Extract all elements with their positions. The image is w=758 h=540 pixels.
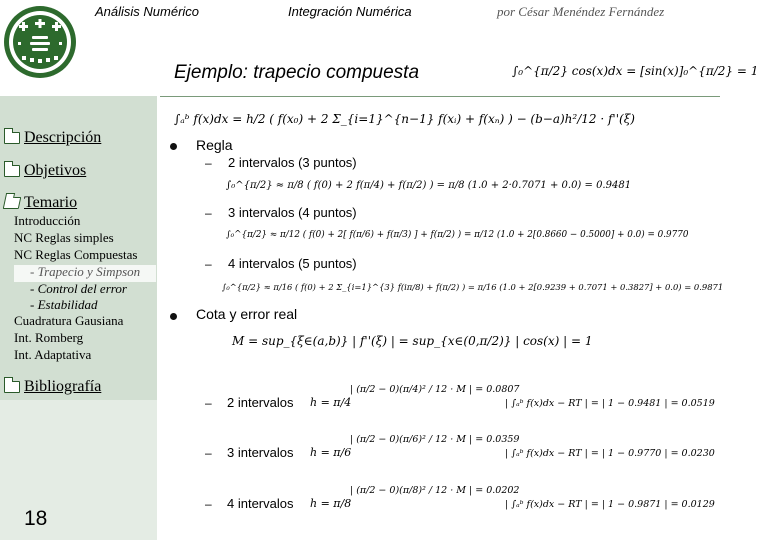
nav-subitem-control-error[interactable]: - Control del error: [30, 281, 127, 296]
bullet: [170, 313, 177, 320]
real-error: | ∫ₐᵇ f(x)dx − RT | = | 1 − 0.9481 | = 0.0519: [505, 398, 715, 409]
dash: –: [205, 396, 212, 410]
nav-descripcion-label: Descripción: [24, 129, 102, 146]
step-size: h = π/8: [310, 497, 352, 510]
nav-subitem-estabilidad[interactable]: - Estabilidad: [30, 297, 98, 312]
m-bound-formula: M = sup_{ξ∈(a,b)} | f''(ξ) | = sup_{x∈(0,π/2)} | cos(x) | = 1: [232, 334, 593, 348]
error-bound: | (π/2 − 0)(π/4)² / 12 · M | = 0.0807: [350, 384, 520, 395]
author: por César Menéndez Fernández: [497, 4, 665, 19]
real-error: | ∫ₐᵇ f(x)dx − RT | = | 1 − 0.9871 | = 0.0129: [505, 499, 715, 510]
nav-item-introduccion[interactable]: Introducción: [14, 213, 81, 228]
nav-item-romberg[interactable]: Int. Romberg: [14, 330, 84, 345]
cota-label: Cota y error real: [196, 306, 298, 322]
error-bound: | (π/2 − 0)(π/6)² / 12 · M | = 0.0359: [350, 434, 520, 445]
folder-open-icon: [3, 197, 22, 209]
regla-case-formula: ∫₀^{π/2} ≈ π/16 ( f(0) + 2 Σ_{i=1}^{3} f(iπ/8) + f(π/2) ) = π/16 (1.0 + 2[0.9239 + 0.7071 + 0.3827] + 0.0) = 0.9871: [222, 282, 724, 292]
nav-item-reglas-simples[interactable]: NC Reglas simples: [14, 230, 114, 245]
regla-case-label: 4 intervalos (5 puntos): [228, 256, 357, 271]
title-divider: [160, 96, 720, 97]
slide-title: Ejemplo: trapecio compuesta: [174, 62, 420, 83]
composite-trapezoid-formula: ∫ₐᵇ f(x)dx = h/2 ( f(x₀) + 2 Σ_{i=1}^{n−1} f(xᵢ) + f(xₙ) ) − (b−a)h²/12 · f''(ξ): [174, 112, 635, 126]
step-size: h = π/6: [310, 446, 352, 459]
cota-case-label: 4 intervalos: [227, 496, 294, 511]
real-error: | ∫ₐᵇ f(x)dx − RT | = | 1 − 0.9770 | = 0.0230: [505, 448, 715, 459]
nav-bibliografia-label: Bibliografía: [24, 378, 102, 395]
folder-icon: [4, 132, 20, 144]
nav-temario-label: Temario: [24, 194, 78, 211]
course-title: Análisis Numérico: [95, 4, 200, 19]
error-bound: | (π/2 − 0)(π/8)² / 12 · M | = 0.0202: [350, 485, 520, 496]
nav-subitem-trapecio-simpson[interactable]: - Trapecio y Simpson: [30, 264, 141, 279]
dash: –: [205, 257, 212, 271]
step-size: h = π/4: [310, 396, 352, 409]
dash: –: [205, 446, 212, 460]
regla-case-label: 3 intervalos (4 puntos): [228, 205, 357, 220]
cota-case-label: 2 intervalos: [227, 395, 294, 410]
cota-case-label: 3 intervalos: [227, 445, 294, 460]
regla-label: Regla: [196, 137, 233, 153]
regla-case-formula: ∫₀^{π/2} ≈ π/12 ( f(0) + 2[ f(π/6) + f(π/3) ] + f(π/2) ) = π/12 (1.0 + 2[0.8660 − 0.5000] + 0.0) = 0.9770: [226, 230, 689, 240]
bullet: [170, 143, 177, 150]
nav-descripcion[interactable]: [4, 129, 101, 147]
nav-item-reglas-compuestas[interactable]: NC Reglas Compuestas: [14, 247, 138, 262]
folder-icon: [4, 381, 20, 393]
nav-bibliografia[interactable]: [4, 378, 101, 396]
title-formula: ∫₀^{π/2} cos(x)dx = [sin(x)]₀^{π/2} = 1: [512, 64, 758, 78]
nav-temario[interactable]: [4, 194, 77, 212]
regla-case-formula: ∫₀^{π/2} ≈ π/8 ( f(0) + 2 f(π/4) + f(π/2) ) = π/8 (1.0 + 2·0.7071 + 0.0) = 0.9481: [226, 180, 632, 191]
university-crest-icon: [2, 2, 78, 84]
regla-case-label: 2 intervalos (3 puntos): [228, 155, 357, 170]
nav-item-cuadratura-gausiana[interactable]: Cuadratura Gausiana: [14, 313, 124, 328]
folder-icon: [4, 165, 20, 177]
dash: –: [205, 206, 212, 220]
nav-objetivos-label: Objetivos: [24, 162, 87, 179]
nav-item-adaptativa[interactable]: Int. Adaptativa: [14, 347, 92, 362]
dash: –: [205, 156, 212, 170]
nav-objetivos[interactable]: [4, 162, 86, 180]
topic-title: Integración Numérica: [288, 4, 412, 19]
dash: –: [205, 497, 212, 511]
page-number: 18: [24, 507, 48, 530]
